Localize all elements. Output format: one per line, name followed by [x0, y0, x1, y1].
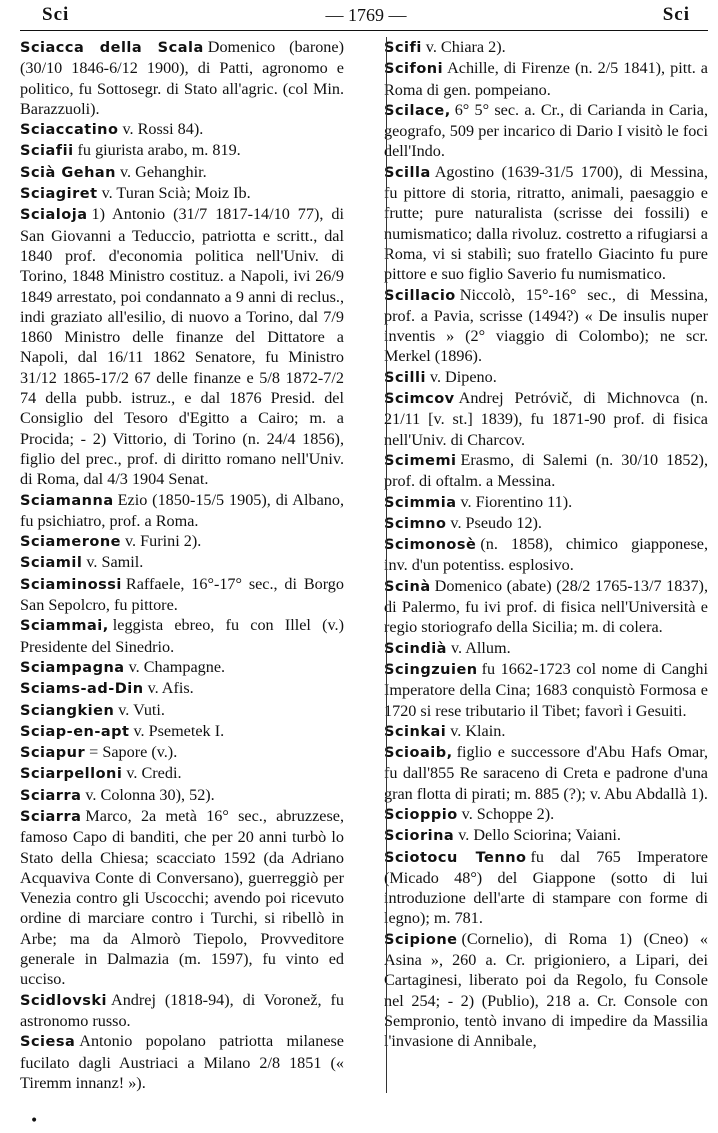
entry-text: Raffaele, 16°-17° sec., di Borgo San Sepolcro, fu pittore. — [20, 574, 344, 615]
dictionary-entry — [384, 721, 708, 742]
entry-text: v. Pseudo 12). — [450, 513, 542, 532]
entry-text: (n. 1858), chimico giapponese, inv. d'un potentiss. esplosivo. — [384, 535, 708, 575]
entry-headword: Scinkai — [384, 723, 447, 740]
entry-headword: Sciagiret — [20, 186, 98, 203]
entry-text: v. Samil. — [86, 553, 144, 572]
entry-headword: Scialoja — [20, 207, 88, 224]
entry-headword: Scimonosè — [384, 537, 477, 554]
dictionary-entry — [20, 657, 344, 678]
entry-headword: Sciacca della Scala — [20, 40, 204, 56]
dictionary-entry — [20, 37, 344, 119]
dictionary-entry — [384, 534, 708, 576]
entry-headword: Scipione — [384, 931, 458, 948]
entry-text: v. Dello Sciorina; Vaiani. — [458, 826, 621, 845]
dictionary-entry — [384, 285, 708, 367]
entry-headword: Scindià — [384, 640, 447, 657]
entry-headword: Sciamerone — [20, 534, 122, 551]
entry-text: Erasmo, di Salemi (n. 30/10 1852), prof. di oftalm. a Messina. — [384, 450, 708, 491]
entry-text: 6° 5° sec. a. Cr., di Carianda in Caria, geografo, 509 per incarico di Dario I visitò le foci dell'Indo. — [384, 100, 708, 161]
dictionary-entry — [20, 785, 344, 806]
entry-headword: Sciaccatino — [20, 122, 119, 139]
entry-text: v. Schoppe 2). — [461, 804, 555, 823]
entry-headword: Sciarra — [20, 808, 82, 825]
left-column — [20, 37, 344, 1093]
entry-headword: Sciafii — [20, 143, 74, 160]
bullet-mark: • — [30, 1113, 39, 1129]
entry-text: Ezio (1850-15/5 1905), di Albano, fu psichiatro, prof. a Roma. — [20, 490, 344, 530]
header-right-guideword: Sci — [662, 4, 690, 25]
entry-text: v. Allum. — [450, 638, 511, 657]
entry-text: v. Dipeno. — [429, 367, 497, 386]
entry-text: v. Psemetek I. — [133, 721, 225, 740]
dictionary-entry — [20, 552, 344, 573]
entry-headword: Scillacio — [384, 287, 456, 304]
entry-text: 1) Antonio (31/7 1817-14/10 77), di San Giovanni a Teduccio, patriotta e scritt., dal 1840 prof. d'economia politica nell'Univ. di Torino, 1848 Ministro costituz. a Napoli, ivi 26/9 1849 arrestato, poi condannato a 9 anni di reclus., indi graziato all'esilio, di nuovo a Torino, dal 7/9 1860 Ministro delle finanze del Dittatore a Napoli, dal 16/11 1862 Senatore, fu Ministro 31/12 1865-17/2 67 delle finanze e 5/8 1872-7/2 74 della pubb. istruz., e dal 1876 Presid. del Consiglio del Tesoro d'Egitto a Cairo; m. a Procida; - 2) Vittorio, di Torino (n. 24/4 1856), figlio del prec., prof. di diritto romano nell'Univ. di Roma, dal 4/3 1904 Senat. — [20, 205, 344, 489]
dictionary-entry — [384, 37, 708, 58]
entry-headword: Scimno — [384, 515, 447, 532]
entry-headword: Scifi — [384, 40, 422, 56]
entry-headword: Scidlovski — [20, 992, 108, 1009]
entry-headword: Scingzuien — [384, 661, 478, 678]
dictionary-entry — [20, 721, 344, 742]
entry-text: Marco, 2a metà 16° sec., abruzzese, famoso Capo di banditi, che per 20 anni turbò lo Stato della Chiesa; scacciato 1592 (da Adriano Acquaviva Conte di Conversano), guerreggiò per Venezia contro gli Uscocchi; avendo poi ricevuto ordine di marciare contro i Turchi, si ribellò in Arbe; ma da Almorò Tiepolo, Provveditore generale in Dalmazia (m. 1597), fu vinto ed ucciso. — [20, 806, 344, 989]
dictionary-entry — [384, 659, 708, 721]
page-header — [20, 0, 708, 31]
dictionary-entry — [20, 119, 344, 140]
entry-text: fu giurista arabo, m. 819. — [77, 141, 241, 160]
entry-text: = Sapore (v.). — [89, 743, 178, 762]
entry-headword: Sciamil — [20, 555, 83, 572]
page-number: — 1769 — — [325, 4, 407, 25]
entry-headword: Scimmia — [384, 494, 457, 511]
entry-text: v. Rossi 84). — [122, 120, 204, 139]
entry-text: v. Chiara 2). — [425, 38, 506, 56]
right-column — [384, 37, 708, 1093]
dictionary-entry — [20, 1031, 344, 1093]
dictionary-entry — [20, 490, 344, 532]
entry-text: v. Turan Scià; Moiz Ib. — [101, 184, 251, 203]
dictionary-entry — [384, 100, 708, 162]
entry-headword: Sciesa — [20, 1034, 76, 1051]
entry-text: Niccolò, 15°-16° sec., di Messina, prof. a Pavia, scrisse (1494?) « De insulis nuper inventis » (2° viaggio di Colombo); ne scr. Merkel (1896). — [384, 285, 708, 366]
entry-headword: Sciamanna — [20, 492, 114, 509]
entry-headword: Scimcov — [384, 391, 455, 408]
entry-text: figlio e successore d'Abu Hafs Omar, fu dall'855 Re saraceno di Creta e padrone d'una gran flotta di pirati; m. 885 (?); v. Abu Abdallà 1). — [384, 743, 708, 803]
entry-headword: Sciapur — [20, 745, 86, 762]
dictionary-entry — [20, 531, 344, 552]
dictionary-entry — [20, 183, 344, 204]
dictionary-entry — [20, 806, 344, 990]
entry-headword: Scilla — [384, 164, 431, 181]
entry-text: fu 1662-1723 col nome di Canghi Imperatore della Cina; 1683 conquistò Formosa e 1720 si rese tributario il Tibet; favorì i Gesuiti. — [384, 659, 708, 720]
entry-headword: Scioppio — [384, 806, 458, 823]
dictionary-entry — [384, 638, 708, 659]
entry-headword: Sciangkien — [20, 702, 115, 719]
entry-text: v. Colonna 30), 52). — [85, 785, 215, 804]
dictionary-entry — [20, 204, 344, 489]
dictionary-entry — [384, 929, 708, 1052]
header-left-guideword: Sci — [42, 4, 70, 25]
dictionary-entry — [384, 742, 708, 804]
dictionary-entry — [20, 574, 344, 616]
entry-text: v. Champagne. — [128, 657, 226, 676]
entry-text: Andrej (1818-94), di Voronež, fu astronomo russo. — [20, 990, 344, 1030]
dictionary-entry — [384, 388, 708, 450]
entry-headword: Sciap-en-apt — [20, 723, 130, 740]
dictionary-entry — [20, 700, 344, 721]
entry-headword: Sciaminossi — [20, 576, 122, 593]
dictionary-entry — [384, 492, 708, 513]
entry-text: fu dal 765 Imperatore (Micado 48°) del Giappone (sotto di lui introduzione dell'arte di stampare con forme di legno); m. 781. — [384, 847, 708, 928]
dictionary-entry — [384, 576, 708, 638]
entry-text: Antonio popolano patriotta milanese fucilato dagli Austriaci a Milano 2/8 1851 (« Tiremm innanz! »). — [20, 1032, 344, 1092]
entry-text: v. Gehanghir. — [120, 162, 207, 181]
entry-headword: Scifoni — [384, 61, 444, 78]
entry-headword: Scilace, — [384, 102, 451, 119]
entry-text: (Cornelio), di Roma 1) (Cneo) « Asina », 260 a. Cr. prigioniero, a Lipari, dei Cartaginesi, liberato poi da Regolo, fu Console nel 254; - 2) (Publio), 218 a. Cr. Console con Sempronio, tentò invano di impedire da Massilia l'invasione di Annibale, — [384, 929, 708, 1051]
entry-text: Agostino (1639-31/5 1700), di Messina, fu pittore di storia, ritratto, animali, paesaggio e frutte; pure naturalista (scrisse dei fossili) e numismatico; dalla rivoluz. costretto a rifugiarsi a Roma, vi si stabilì; suo fratello Giacinto fu pure pittore e suo figlio Saverio fu numismatico. — [384, 162, 708, 284]
dictionary-entry — [20, 162, 344, 183]
entry-headword: Sciarpelloni — [20, 766, 123, 783]
entry-text: v. Klain. — [450, 721, 506, 740]
entry-text: Domenico (abate) (28/2 1765-13/7 1837), di Palermo, fu ivi prof. di fisica nell'Università e regio storiografo della Sicilia; m. di colera. — [384, 576, 708, 637]
entry-headword: Scioaib, — [384, 745, 453, 762]
entry-text: Achille, di Firenze (n. 2/5 1841), pitt. a Roma di gen. pompeiano. — [384, 59, 708, 99]
entry-headword: Sciams-ad-Din — [20, 681, 144, 698]
dictionary-entry — [384, 58, 708, 100]
entry-headword: Sciorina — [384, 828, 455, 845]
entry-headword: Sciammai, — [20, 618, 109, 635]
dictionary-entry — [384, 450, 708, 492]
entry-headword: Scià Gehan — [20, 164, 117, 181]
entry-headword: Scinà — [384, 578, 431, 595]
dictionary-entry — [384, 513, 708, 534]
dictionary-entry — [20, 615, 344, 657]
entry-text: Andrej Petróvič, di Michnovca (n. 21/11 [v. st.] 1839), fu 1871-90 prof. di fisica nell'Univ. di Charcov. — [384, 389, 708, 449]
entry-headword: Scilli — [384, 369, 426, 386]
dictionary-entry — [384, 825, 708, 846]
entry-text: v. Vuti. — [118, 700, 165, 719]
columns — [20, 37, 708, 1093]
entry-text: v. Afis. — [147, 679, 194, 698]
dictionary-entry — [20, 678, 344, 699]
dictionary-entry — [20, 742, 344, 763]
entry-text: Domenico (barone) (30/10 1846-6/12 1900), di Patti, agronomo e politico, fu Sottosegr. di Stato all'agric. (col Min. Barazzuoli). — [20, 38, 344, 118]
entry-text: v. Fiorentino 11). — [460, 492, 573, 511]
dictionary-entry — [384, 847, 708, 929]
dictionary-entry — [384, 162, 708, 285]
dictionary-entry — [20, 990, 344, 1032]
entry-text: leggista ebreo, fu con Illel (v.) Presidente del Sinedrio. — [20, 616, 344, 656]
entry-text: v. Credi. — [126, 764, 182, 783]
entry-headword: Sciampagna — [20, 659, 125, 676]
entry-text: v. Furini 2). — [125, 532, 202, 551]
entry-headword: Sciotocu Tenno — [384, 849, 527, 866]
dictionary-entry — [384, 804, 708, 825]
dictionary-entry — [384, 367, 708, 388]
entry-headword: Scimemi — [384, 452, 457, 469]
dictionary-entry — [20, 763, 344, 784]
dictionary-entry — [20, 140, 344, 161]
entry-headword: Sciarra — [20, 787, 82, 804]
